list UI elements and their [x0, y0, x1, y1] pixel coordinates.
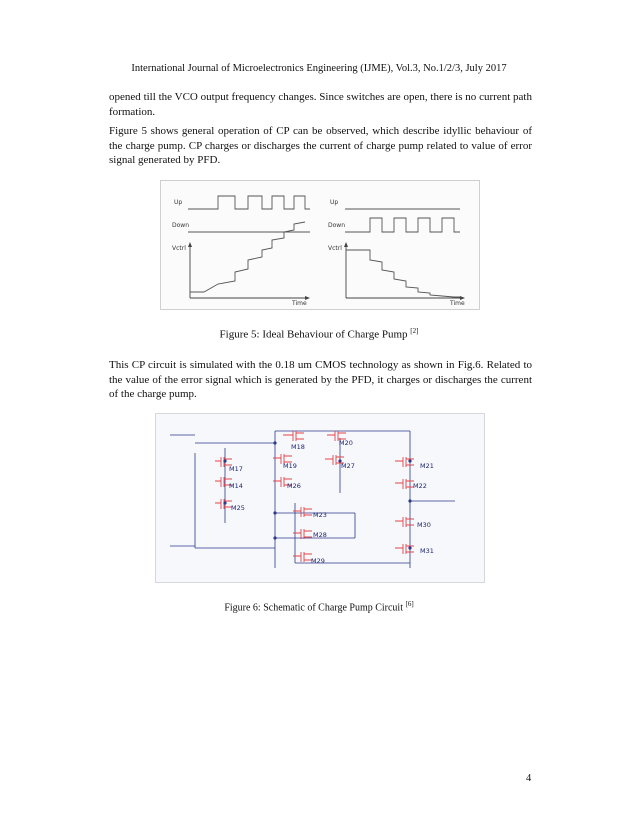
journal-header: International Journal of Microelectronics Engineering (IJME), Vol.3, No.1/2/3, July 2017 [131, 63, 507, 74]
label-m30: M30 [417, 521, 431, 529]
label-m23: M23 [313, 511, 327, 519]
label-m31: M31 [420, 547, 434, 555]
right-up-label: Up [330, 199, 339, 206]
figure-6-caption [0, 600, 638, 613]
right-down-label: Down [328, 222, 346, 229]
label-m19: M19 [283, 462, 297, 470]
left-vctrl-label: Vctrl [172, 245, 186, 252]
right-time-label: Time [450, 300, 465, 307]
figure-5-caption-text: Figure 5: Ideal Behaviour of Charge Pump [219, 328, 408, 341]
label-m22: M22 [413, 482, 427, 490]
figure-6-ref: [6] [405, 600, 414, 608]
paragraph-2: Figure 5 shows general operation of CP can be observed, which describe idyllic behaviour of the charge pump. CP charges or discharges the current of charge pump related to value of error signal generated by PFD. [109, 125, 532, 166]
label-m17: M17 [229, 465, 243, 473]
paragraph-3: This CP circuit is simulated with the 0.18 um CMOS technology as shown in Fig.6. Related to the value of the error signal which is generated by the PFD, it charges or discharges the current of the charge pump. [109, 359, 532, 400]
label-m25: M25 [231, 504, 245, 512]
left-time-label: Time [292, 300, 307, 307]
label-m14: M14 [229, 482, 243, 490]
label-m21: M21 [420, 462, 434, 470]
figure-5-waveforms [160, 180, 480, 310]
left-down-label: Down [172, 222, 190, 229]
left-up-label: Up [174, 199, 183, 206]
label-m26: M26 [287, 482, 301, 490]
label-m18: M18 [291, 443, 305, 451]
figure-5-ref: [2] [410, 327, 419, 335]
paragraph-1: opened till the VCO output frequency changes. Since switches are open, there is no current path formation. [109, 91, 532, 118]
figure-5-caption [0, 327, 638, 341]
label-m20: M20 [339, 439, 353, 447]
figure-6-schematic [155, 413, 485, 583]
right-vctrl-label: Vctrl [328, 245, 342, 252]
page-number: 4 [526, 773, 532, 784]
label-m28: M28 [313, 531, 327, 539]
figure-6-caption-text: Figure 6: Schematic of Charge Pump Circuit [224, 602, 403, 614]
label-m29: M29 [311, 557, 325, 565]
label-m27: M27 [341, 462, 355, 470]
